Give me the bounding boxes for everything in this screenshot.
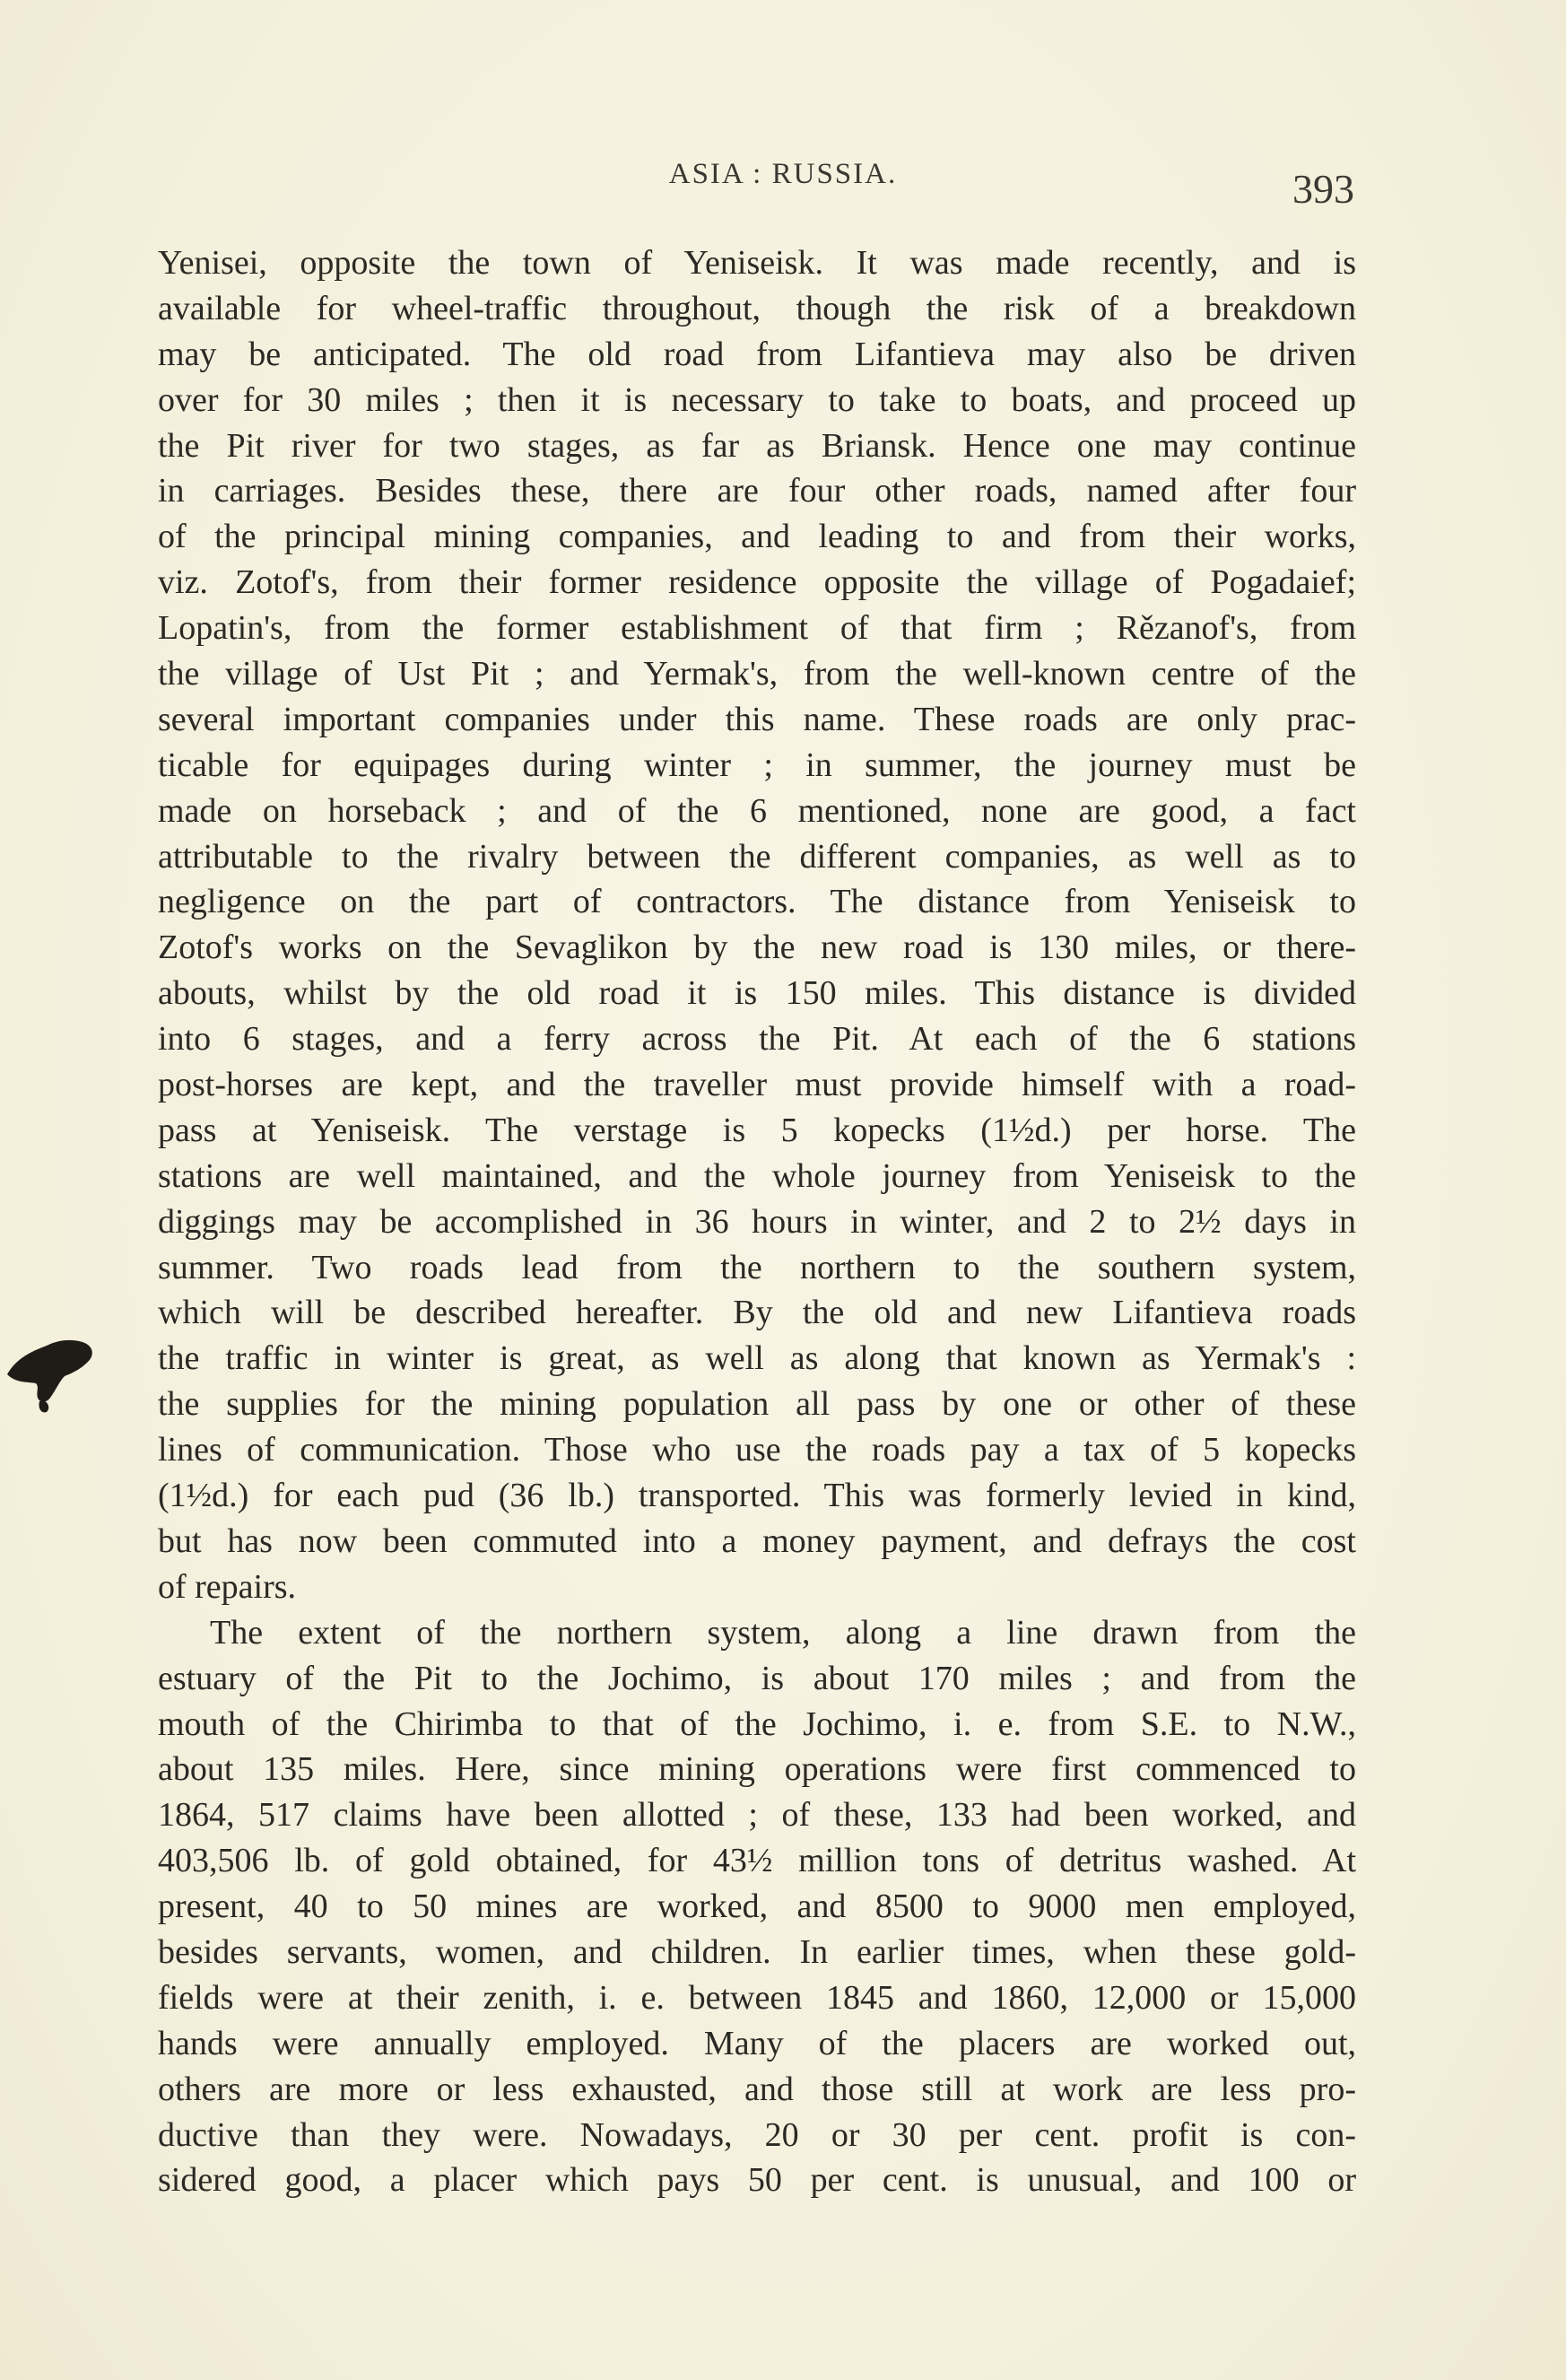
text-line: stations are well maintained, and the whole journey from Yeniseisk to the	[158, 1156, 1356, 1195]
body-text	[158, 240, 1356, 2203]
page-number: 393	[1292, 166, 1354, 212]
text-line: may be anticipated. The old road from Lifantieva may also be driven	[158, 335, 1356, 373]
text-line: Yenisei, opposite the town of Yeniseisk. It was made recently, and is	[158, 244, 1356, 282]
text-line: ticable for equipages during winter ; in summer, the journey must be	[158, 745, 1356, 784]
text-line: negligence on the part of contractors. The distance from Yeniseisk to	[158, 883, 1356, 921]
text-line: the Pit river for two stages, as far as Briansk. Hence one may continue	[158, 426, 1356, 465]
text-line: present, 40 to 50 mines are worked, and 8500 to 9000 men employed,	[158, 1887, 1356, 1926]
text-line: attributable to the rivalry between the different companies, as well as to	[158, 837, 1356, 876]
paragraph-1	[158, 240, 1356, 1610]
text-line: The extent of the northern system, along a line drawn from the	[210, 1613, 1356, 1652]
text-line: available for wheel-traffic throughout, though the risk of a breakdown	[158, 289, 1356, 327]
text-line: pass at Yeniseisk. The verstage is 5 kopecks (1½d.) per horse. The	[158, 1111, 1356, 1149]
text-line: 403,506 lb. of gold obtained, for 43½ million tons of detritus washed. At	[158, 1842, 1356, 1880]
paragraph-2	[158, 1610, 1356, 2204]
text-line: estuary of the Pit to the Jochimo, is about 170 miles ; and from the	[158, 1659, 1356, 1697]
text-line: several important companies under this name. These roads are only prac-	[158, 700, 1356, 738]
text-line: of the principal mining companies, and leading to and from their works,	[158, 518, 1356, 556]
running-header: ASIA : RUSSIA.	[668, 158, 898, 190]
text-line: the supplies for the mining population all pass by one or other of these	[158, 1385, 1356, 1424]
text-line: sidered good, a placer which pays 50 per cent. is unusual, and 100 or	[158, 2161, 1356, 2200]
text-line: the village of Ust Pit ; and Yermak's, from the well-known centre of the	[158, 655, 1356, 693]
text-line: the traffic in winter is great, as well as along that known as Yermak's :	[158, 1339, 1356, 1378]
text-line: mouth of the Chirimba to that of the Jochimo, i. e. from S.E. to N.W.,	[158, 1704, 1356, 1743]
text-line: summer. Two roads lead from the northern to the southern system,	[158, 1248, 1356, 1286]
ink-blot-mark-icon	[0, 1319, 99, 1417]
text-line: viz. Zotof's, from their former residence opposite the village of Pogadaief;	[158, 563, 1356, 602]
text-line: about 135 miles. Here, since mining operations were first commenced to	[158, 1750, 1356, 1789]
text-line: abouts, whilst by the old road it is 150 miles. This distance is divided	[158, 974, 1356, 1013]
text-line: (1½d.) for each pud (36 lb.) transported. This was formerly levied in kind,	[158, 1477, 1356, 1515]
text-line: in carriages. Besides these, there are four other roads, named after four	[158, 472, 1356, 510]
text-line: made on horseback ; and of the 6 mentioned, none are good, a fact	[158, 791, 1356, 830]
text-line: but has now been commuted into a money payment, and defrays the cost	[158, 1521, 1356, 1560]
text-line: over for 30 miles ; then it is necessary to take to boats, and proceed up	[158, 380, 1356, 419]
text-line: post-horses are kept, and the traveller must provide himself with a road-	[158, 1066, 1356, 1104]
text-line: diggings may be accomplished in 36 hours in winter, and 2 to 2½ days in	[158, 1202, 1356, 1241]
text-line: 1864, 517 claims have been allotted ; of these, 133 had been worked, and	[158, 1796, 1356, 1835]
text-line: into 6 stages, and a ferry across the Pit. At each of the 6 stations	[158, 1020, 1356, 1059]
text-line: hands were annually employed. Many of the placers are worked out,	[158, 2024, 1356, 2062]
text-line: besides servants, women, and children. In earlier times, when these gold-	[158, 1932, 1356, 1971]
text-line: which will be described hereafter. By the old and new Lifantieva roads	[158, 1294, 1356, 1332]
text-line: others are more or less exhausted, and those still at work are less pro-	[158, 2070, 1356, 2108]
text-line: fields were at their zenith, i. e. between 1845 and 1860, 12,000 or 15,000	[158, 1978, 1356, 2017]
text-line: Zotof's works on the Sevaglikon by the new road is 130 miles, or there-	[158, 928, 1356, 967]
text-line: Lopatin's, from the former establishment of that firm ; Rězanof's, from	[158, 609, 1356, 648]
text-line: lines of communication. Those who use the roads pay a tax of 5 kopecks	[158, 1431, 1356, 1469]
text-line: of repairs.	[158, 1567, 297, 1606]
text-line: ductive than they were. Nowadays, 20 or 30 per cent. profit is con-	[158, 2115, 1356, 2154]
